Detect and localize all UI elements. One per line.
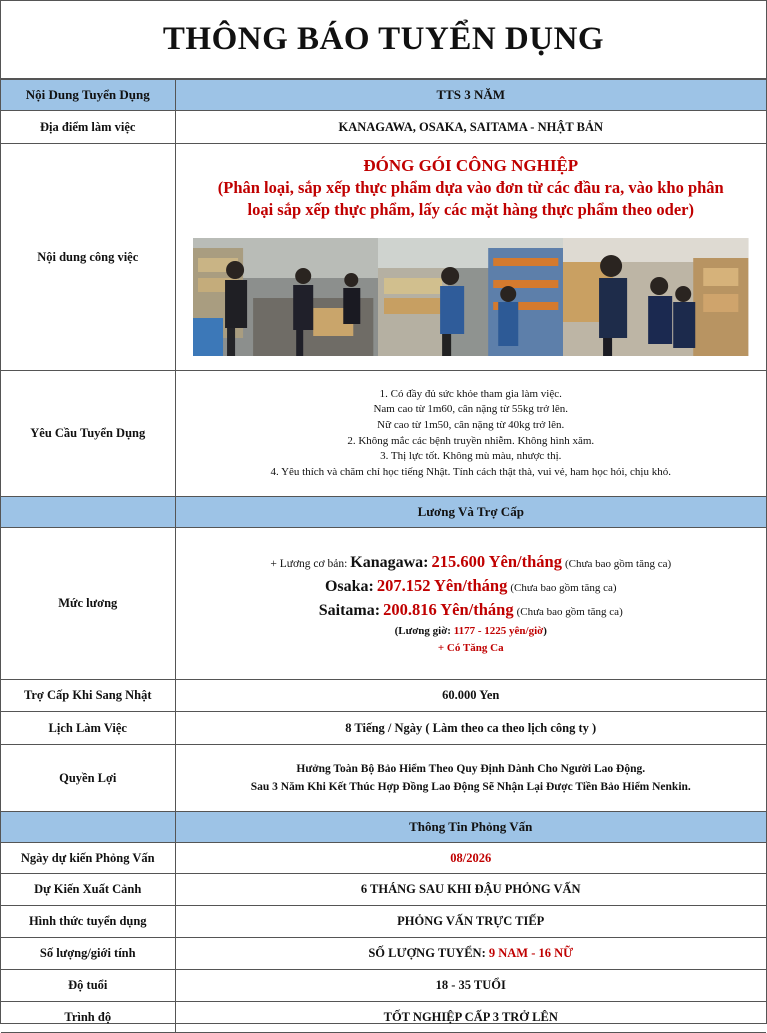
requirement-line: Nữ cao từ 1m50, cân nặng từ 40kg trở lên.	[377, 418, 565, 431]
warehouse-photo-2	[378, 238, 563, 356]
job-desc-line1: (Phân loại, sắp xếp thực phẩm dựa vào đơn từ các đầu ra, vào kho phân	[217, 177, 724, 197]
requirement-line: 2. Không mắc các bệnh truyền nhiễm. Không hình xăm.	[347, 434, 595, 447]
content-label: Nội Dung Tuyển Dụng	[1, 80, 175, 111]
salary-city: Osaka:	[324, 577, 374, 595]
age-value: 18 - 35 TUỔI	[175, 970, 766, 1002]
hourly-close: )	[543, 624, 547, 637]
row-schedule	[1, 712, 766, 745]
salary-prefix: + Lương cơ bản:	[270, 557, 348, 570]
row-content	[1, 80, 766, 111]
requirement-line: 3. Thị lực tốt. Không mù màu, nhược thị.	[380, 450, 562, 463]
salary-line-osaka	[176, 575, 767, 599]
salary-city: Kanagawa:	[350, 553, 429, 571]
salary-section-title: Lương Và Trợ Cấp	[175, 497, 766, 528]
schedule-value: 8 Tiếng / Ngày ( Làm theo ca theo lịch công ty )	[175, 712, 766, 745]
age-label: Độ tuổi	[1, 970, 175, 1002]
hourly-wage	[176, 623, 767, 639]
warehouse-photo-3	[563, 238, 748, 356]
location-label: Địa điểm làm việc	[1, 111, 175, 144]
benefit-line-1: Hưởng Toàn Bộ Bảo Hiểm Theo Quy Định Dành Cho Người Lao Động.	[296, 763, 646, 775]
row-location	[1, 111, 766, 144]
quantity-content	[175, 938, 766, 970]
job-label: Nội dung công việc	[1, 144, 175, 371]
departure-label: Dự Kiến Xuất Cảnh	[1, 874, 175, 906]
allowance-label: Trợ Cấp Khi Sang Nhật	[1, 680, 175, 712]
schedule-label: Lịch Làm Việc	[1, 712, 175, 745]
salary-details	[175, 528, 766, 680]
salary-note: (Chưa bao gồm tăng ca)	[516, 605, 623, 618]
salary-note: (Chưa bao gồm tăng ca)	[565, 557, 672, 570]
interview-date-value: 08/2026	[175, 843, 766, 874]
education-value: TỐT NGHIỆP CẤP 3 TRỞ LÊN	[175, 1002, 766, 1033]
row-quantity	[1, 938, 766, 970]
salary-line-kanagawa	[176, 551, 767, 575]
page-title: THÔNG BÁO TUYỂN DỤNG	[1, 1, 766, 79]
allowance-value: 60.000 Yen	[175, 680, 766, 712]
form-value: PHỎNG VẤN TRỰC TIẾP	[175, 906, 766, 938]
warehouse-photo-1	[193, 238, 378, 356]
requirement-line: Nam cao từ 1m60, cân nặng từ 55kg trở lên.	[373, 403, 569, 416]
requirements-label: Yêu Cầu Tuyển Dụng	[1, 371, 175, 497]
overtime-note: + Có Tăng Ca	[437, 641, 504, 654]
benefits-content	[175, 745, 766, 812]
salary-amount: 215.600 Yên/tháng	[431, 551, 562, 571]
row-benefits	[1, 745, 766, 812]
form-label: Hình thức tuyển dụng	[1, 906, 175, 938]
quantity-prefix: SỐ LƯỢNG TUYỂN:	[368, 946, 486, 960]
quantity-value: 9 NAM - 16 NỮ	[488, 946, 574, 960]
salary-amount: 200.816 Yên/tháng	[383, 599, 514, 619]
job-desc-line2: loại sắp xếp thực phẩm, lấy các mặt hàng thực phẩm theo oder)	[247, 199, 694, 219]
location-value: KANAGAWA, OSAKA, SAITAMA - NHẬT BẢN	[175, 111, 766, 144]
benefits-label: Quyền Lợi	[1, 745, 175, 812]
salary-amount: 207.152 Yên/tháng	[376, 575, 508, 595]
row-education	[1, 1002, 766, 1033]
interview-date-label: Ngày dự kiến Phỏng Vấn	[1, 843, 175, 874]
row-form	[1, 906, 766, 938]
row-allowance	[1, 680, 766, 712]
interview-section-title: Thông Tin Phỏng Vấn	[175, 812, 766, 843]
requirement-line: 1. Có đầy đủ sức khỏe tham gia làm việc.	[379, 387, 562, 400]
job-heading: ĐÓNG GÓI CÔNG NGHIỆP	[363, 155, 579, 175]
salary-section-header	[1, 497, 766, 528]
hourly-label: (Lương giờ:	[394, 624, 451, 637]
job-content	[175, 144, 766, 371]
row-job	[1, 144, 766, 371]
salary-label: Mức lương	[1, 528, 175, 680]
interview-section-header	[1, 812, 766, 843]
recruitment-table	[1, 79, 766, 1033]
content-value: TTS 3 NĂM	[175, 80, 766, 111]
salary-note: (Chưa bao gồm tăng ca)	[510, 581, 617, 594]
requirements-list	[175, 371, 766, 497]
row-departure	[1, 874, 766, 906]
benefit-line-2: Sau 3 Năm Khi Kết Thúc Hợp Đồng Lao Động Sẽ Nhận Lại Được Tiền Bảo Hiểm Nenkin.	[250, 781, 691, 793]
requirement-line: 4. Yêu thích và chăm chỉ học tiếng Nhật. Tính cách thật thà, vui vẻ, ham học hỏi, chịu khó.	[270, 465, 671, 478]
salary-city: Saitama:	[318, 601, 381, 619]
education-label: Trình độ	[1, 1002, 175, 1033]
row-salary	[1, 528, 766, 680]
row-interview-date	[1, 843, 766, 874]
salary-line-saitama	[176, 599, 767, 623]
row-age	[1, 970, 766, 1002]
departure-value: 6 THÁNG SAU KHI ĐẬU PHỎNG VẤN	[175, 874, 766, 906]
warehouse-photos	[193, 238, 749, 356]
hourly-value: 1177 - 1225 yên/giờ	[453, 624, 544, 637]
row-requirements	[1, 371, 766, 497]
quantity-label: Số lượng/giới tính	[1, 938, 175, 970]
